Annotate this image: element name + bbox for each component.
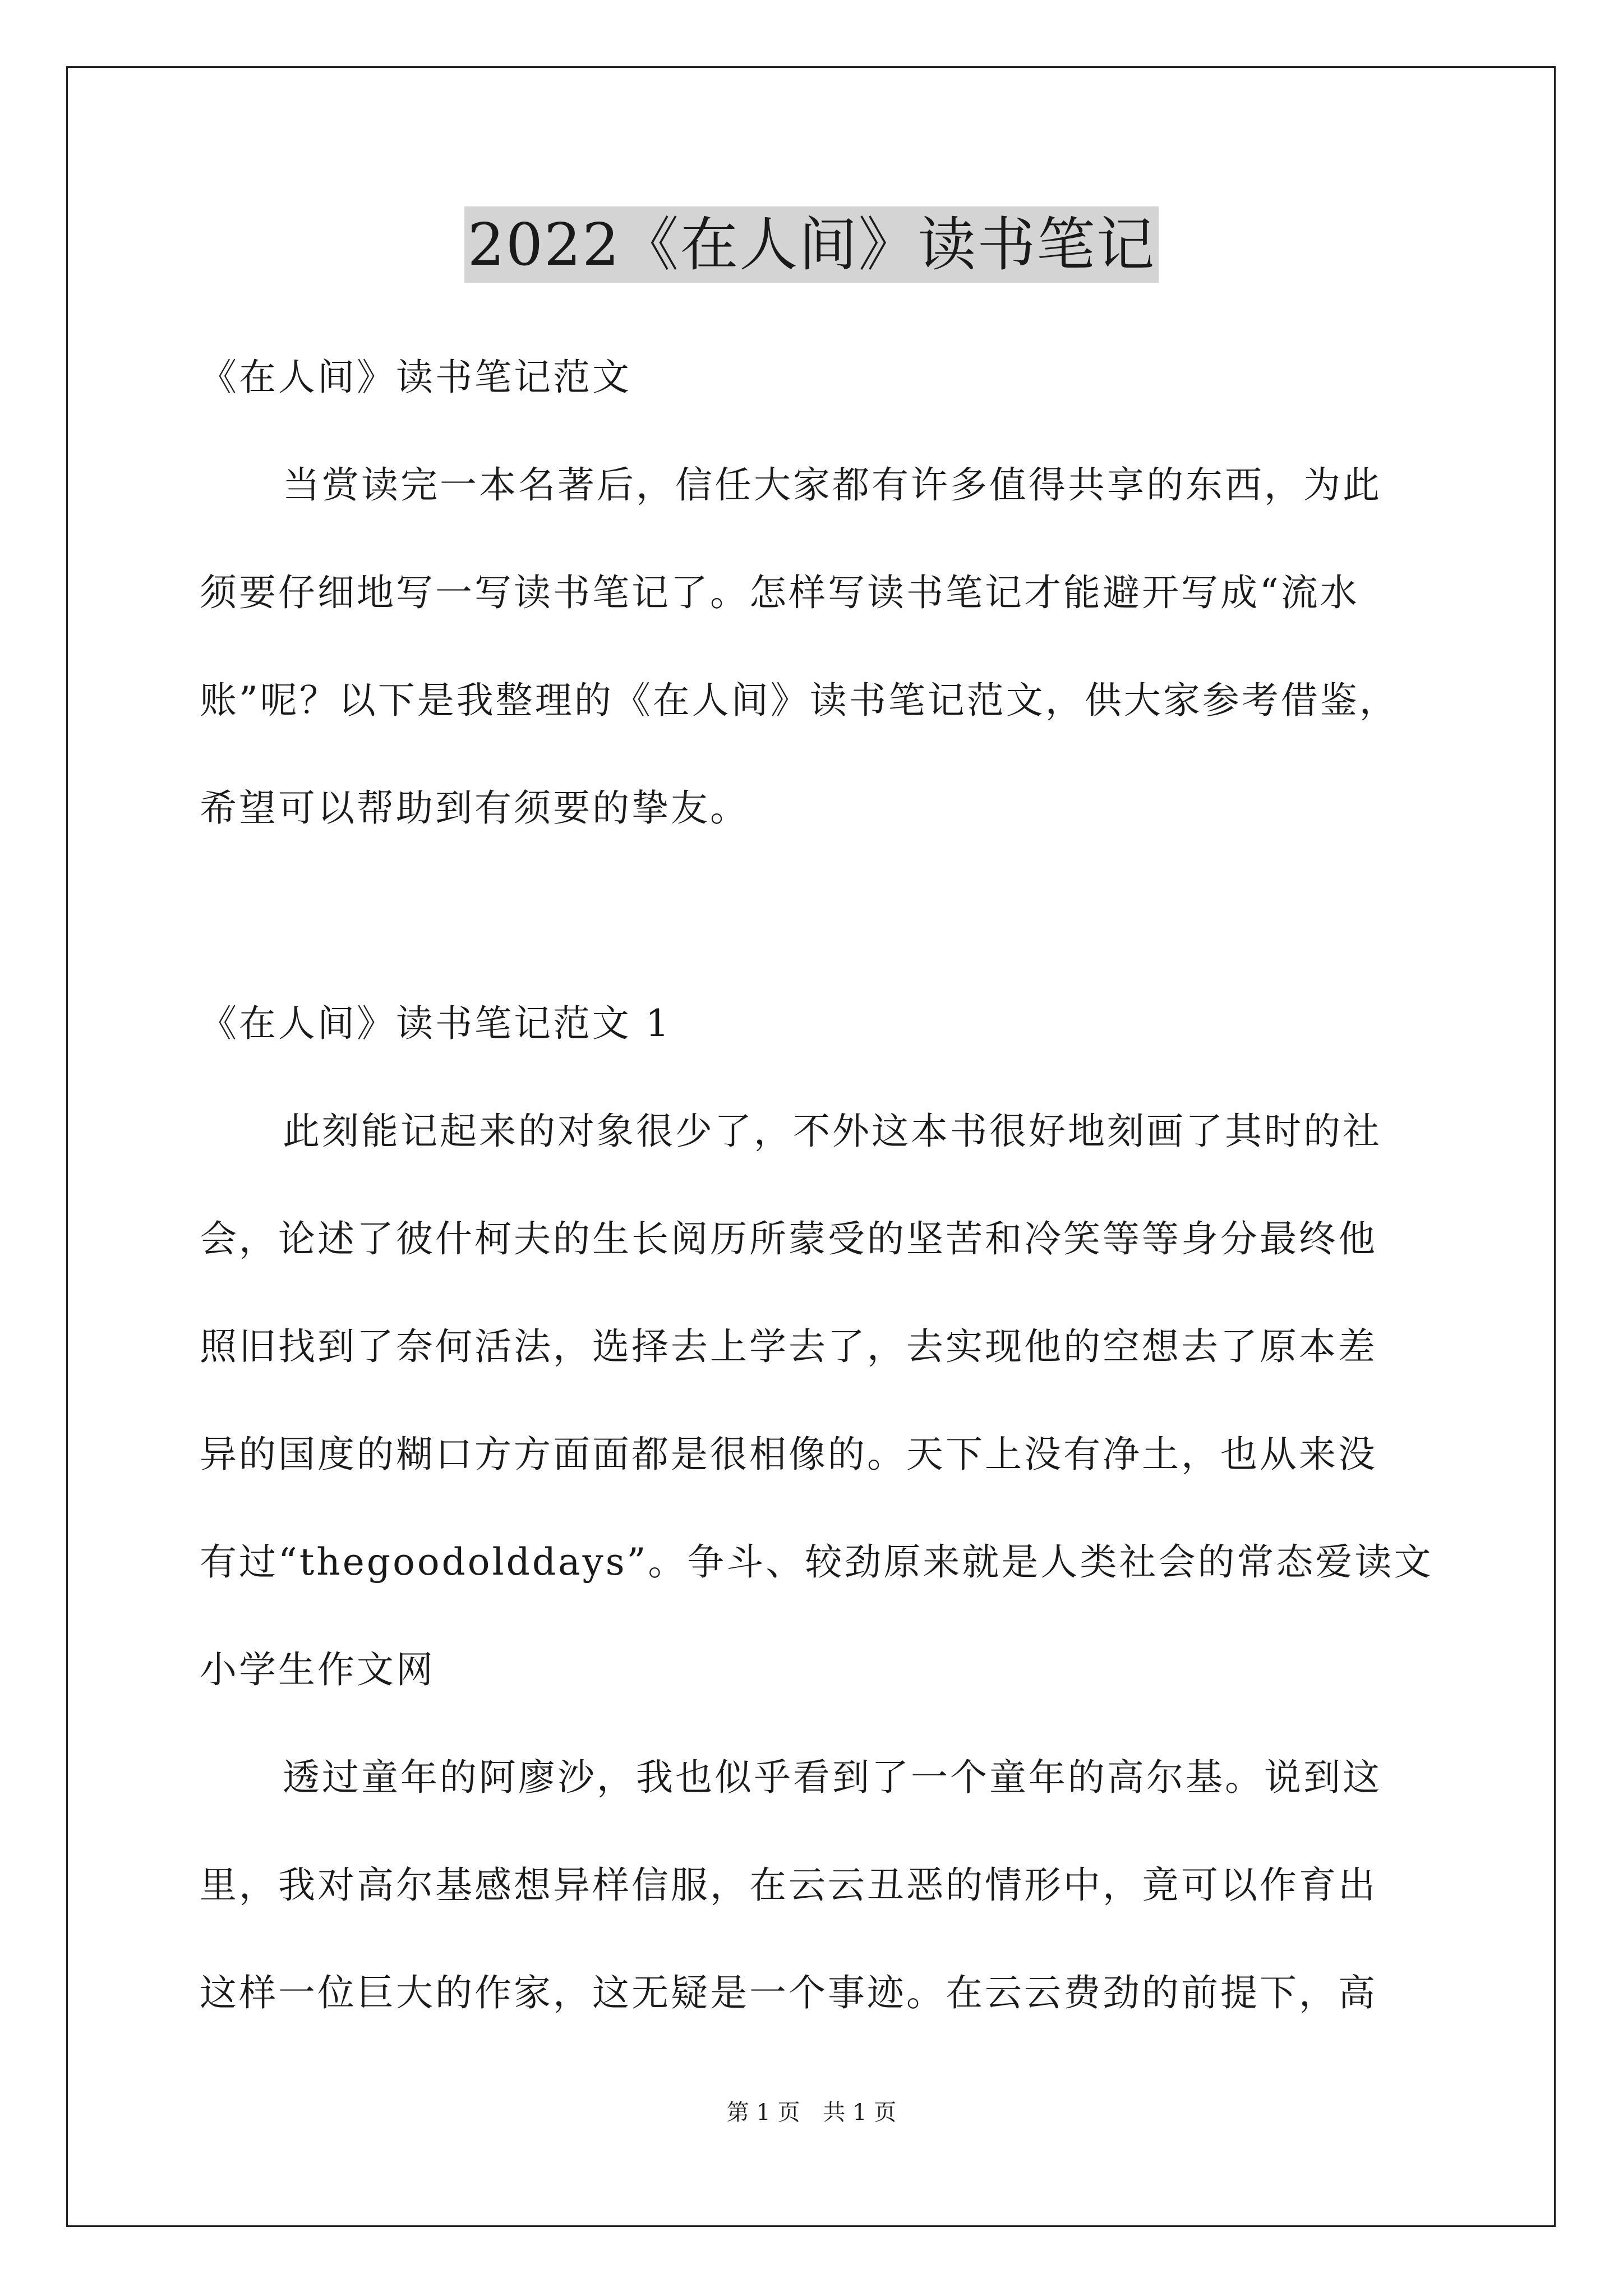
paragraph-line: 小学生作文网 xyxy=(200,1648,435,1691)
paragraph-line: 里，我对高尔基感想异样信服，在云云丑恶的情形中，竟可以作育出 xyxy=(200,1864,1377,1907)
paragraph-line: 希望可以帮助到有须要的挚友。 xyxy=(200,786,749,830)
title-container xyxy=(0,206,1623,283)
paragraph-line: 须要仔细地写一写读书笔记了。怎样写读书笔记才能避开写成“流水 xyxy=(200,571,1359,614)
page-number-current: 第 1 页 xyxy=(726,2100,800,2125)
paragraph-line: 有过“thegoodolddays”。争斗、较劲原来就是人类社会的常态爱读文 xyxy=(200,1540,1433,1584)
section-heading: 《在人间》读书笔记范文 1 xyxy=(200,1002,671,1045)
paragraph-line: 透过童年的阿廖沙，我也似乎看到了一个童年的高尔基。说到这 xyxy=(283,1756,1382,1799)
paragraph-line: 异的国度的糊口方方面面都是很相像的。天下上没有净土，也从来没 xyxy=(200,1433,1377,1476)
paragraph-line: 照旧找到了奈何活法，选择去上学去了，去实现他的空想去了原本差 xyxy=(200,1325,1377,1368)
page-footer xyxy=(0,2097,1623,2128)
paragraph-line: 当赏读完一本名著后，信任大家都有许多值得共享的东西，为此 xyxy=(283,463,1382,507)
paragraph-line: 这样一位巨大的作家，这无疑是一个事迹。在云云费劲的前提下，高 xyxy=(200,1971,1377,2014)
page-number-total: 共 1 页 xyxy=(823,2100,897,2125)
paragraph-line: 会，论述了彼什柯夫的生长阅历所蒙受的坚苦和冷笑等等身分最终他 xyxy=(200,1217,1377,1260)
section-heading: 《在人间》读书笔记范文 xyxy=(200,356,631,399)
document-title: 2022《在人间》读书笔记 xyxy=(464,206,1159,283)
paragraph-line: 账”呢？以下是我整理的《在人间》读书笔记范文，供大家参考借鉴， xyxy=(200,679,1399,722)
paragraph-line: 此刻能记起来的对象很少了，不外这本书很好地刻画了其时的社 xyxy=(283,1110,1382,1153)
